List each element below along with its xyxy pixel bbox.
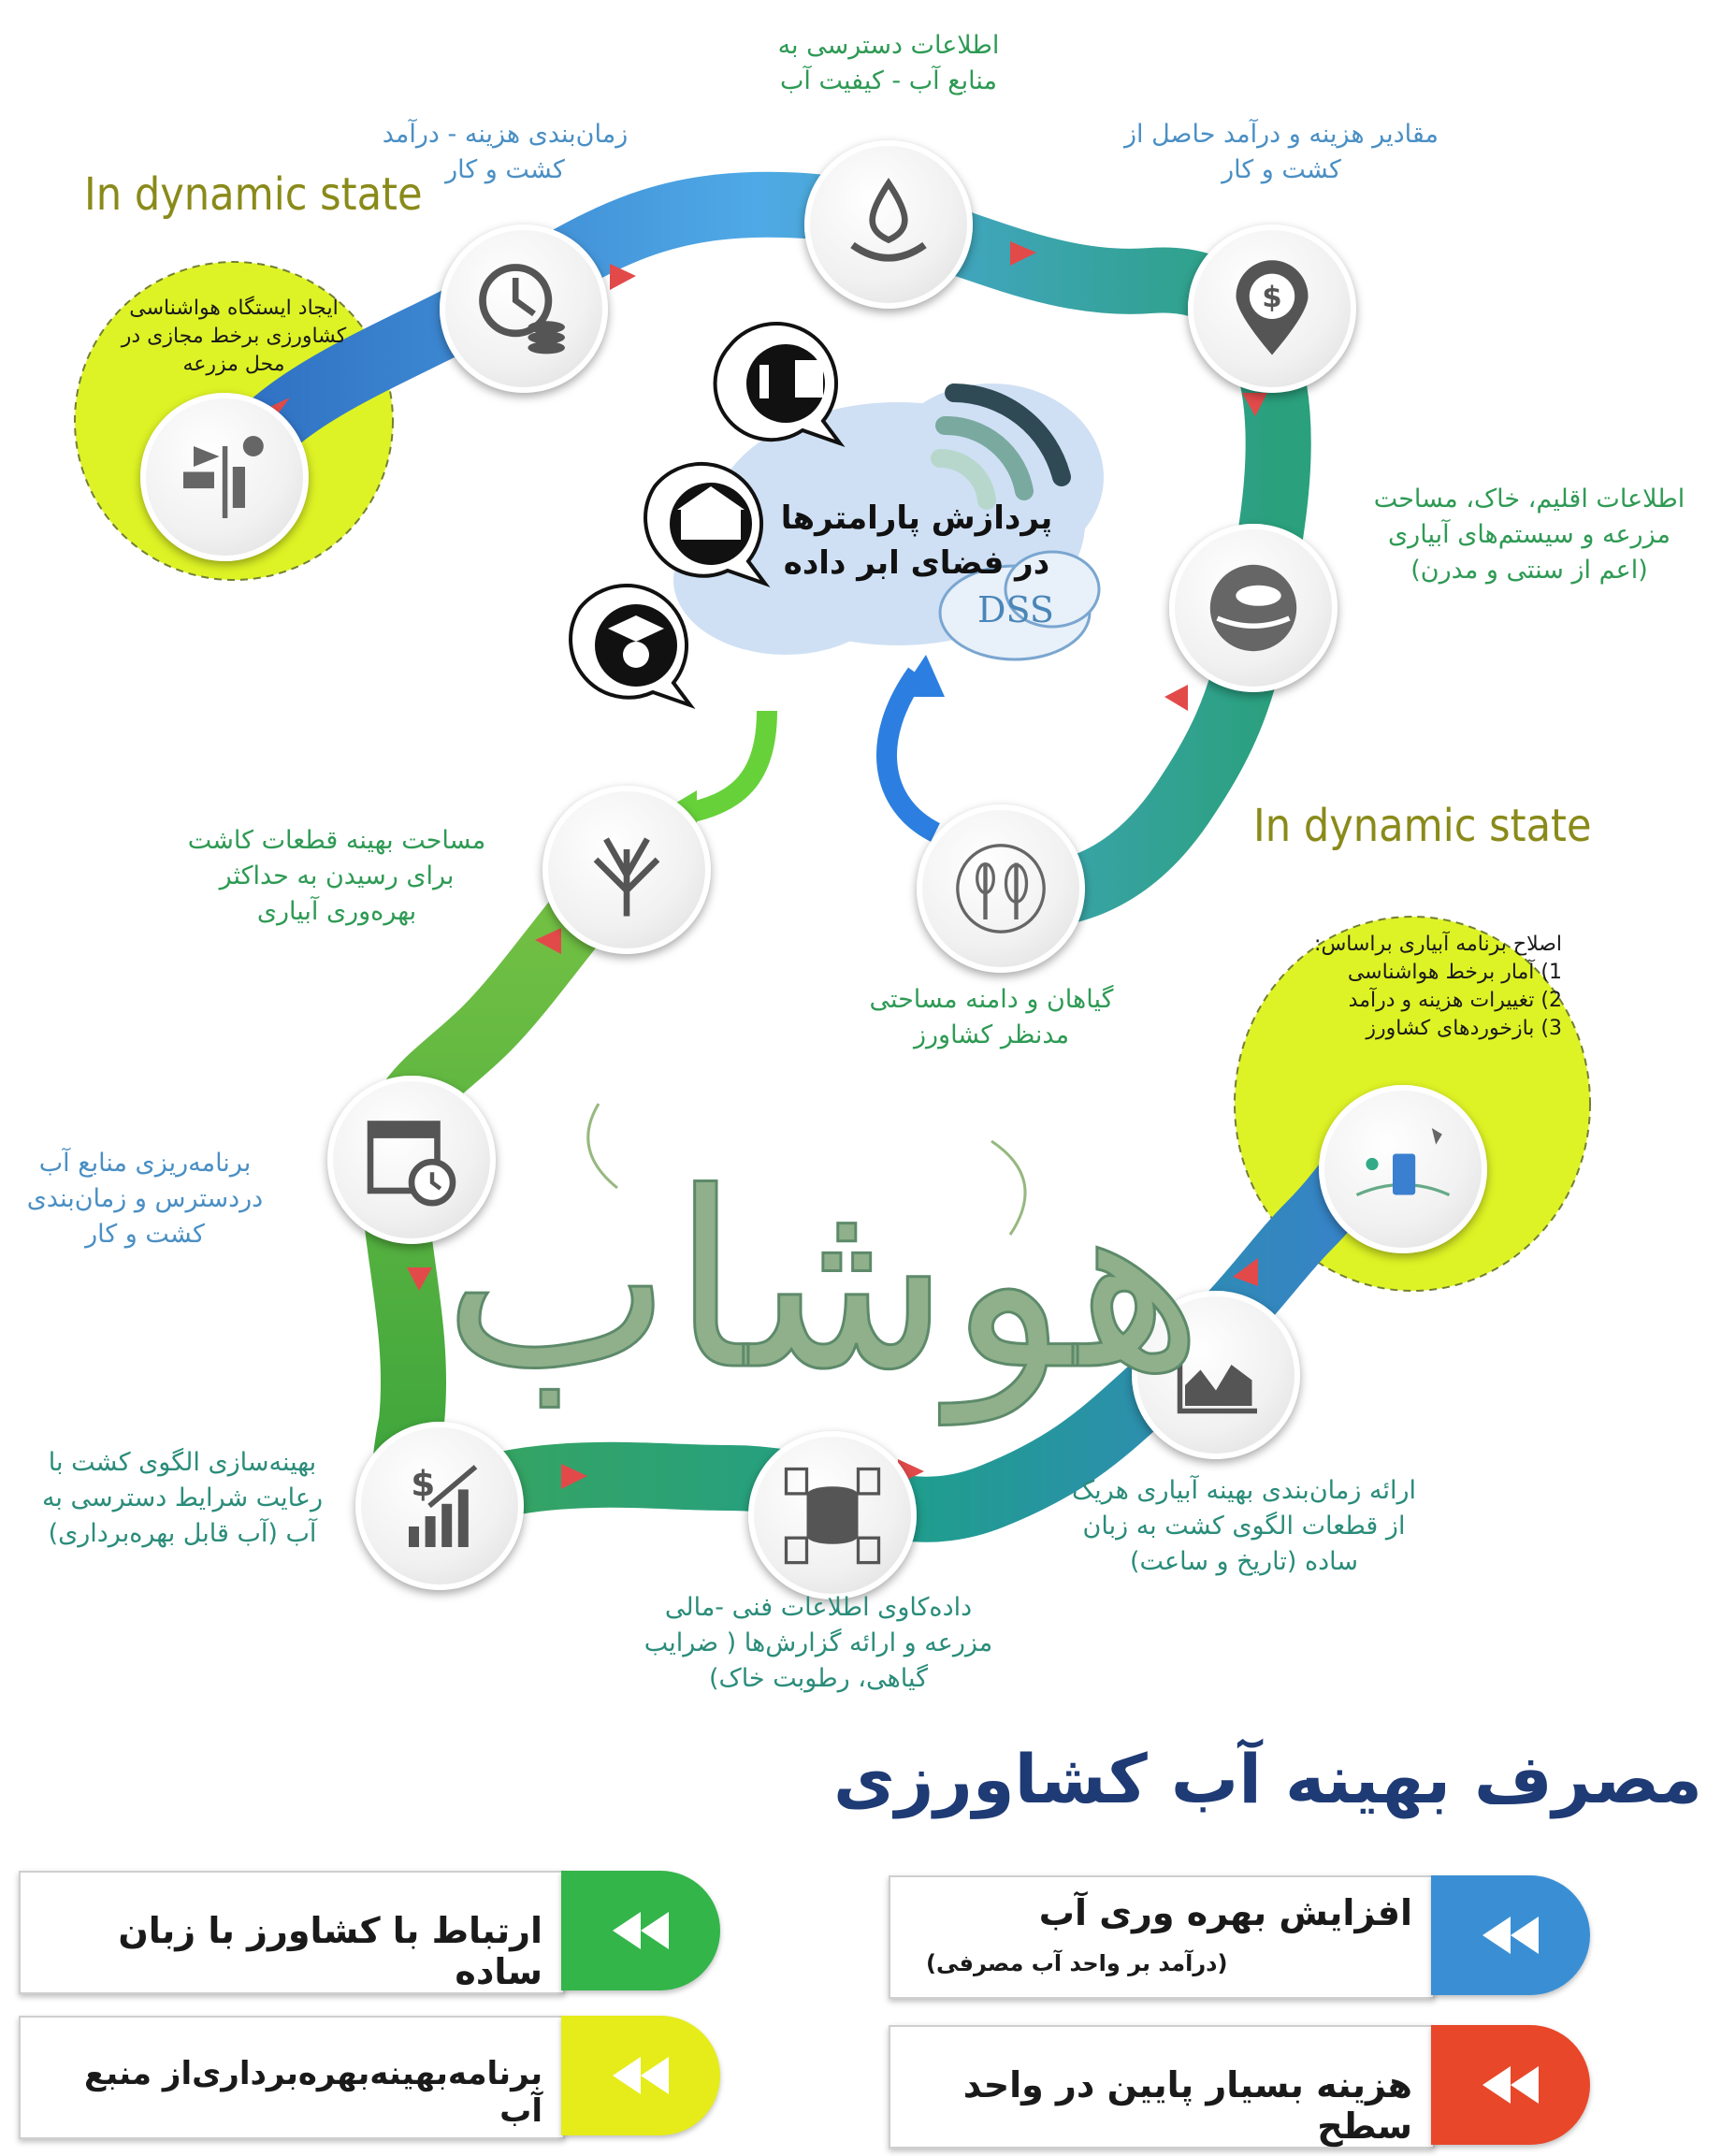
farmer-bubble-icon bbox=[716, 324, 840, 443]
benefit-low-cost-text: هزینه بسیار پایین در واحد سطح bbox=[962, 2064, 1412, 2147]
weather-station-icon bbox=[173, 426, 276, 528]
benefit-simple-language-text: ارتباط با کشاورز با زبان ساده bbox=[118, 1910, 542, 1992]
benefit-productivity-sub: (درآمد بر واحد آب مصرفی) bbox=[926, 1950, 1228, 1976]
benefit-productivity bbox=[889, 1875, 1590, 1995]
svg-text:هوشاب: هوشاب bbox=[442, 1141, 1204, 1424]
benefit-simple-language bbox=[19, 1871, 720, 1990]
rewind-icon bbox=[561, 1871, 720, 1990]
cloud-line-2: در فضای ابر داده bbox=[783, 544, 1050, 582]
smart-farm-icon bbox=[1352, 1118, 1454, 1221]
water-planning-label: برنامه‌ریزی منابع آب دردسترس و زمان‌بندی کشت و کار bbox=[26, 1149, 264, 1249]
climate-soil-node[interactable] bbox=[1169, 524, 1338, 692]
dollar-pin-icon bbox=[1221, 257, 1323, 360]
benefit-low-cost bbox=[889, 2025, 1590, 2145]
dynamic-state-label-top: In dynamic state bbox=[84, 168, 423, 221]
flow-arrow bbox=[1164, 685, 1188, 711]
cost-income-node[interactable] bbox=[1188, 224, 1356, 393]
hooshab-logo bbox=[442, 991, 1204, 1440]
data-mining-label: داده‌کاوی اطلاعات فنی -مالی مزرعه و ارائه گزارش‌ها ( ضرایب گیاهی، رطوبت خاک) bbox=[644, 1593, 993, 1693]
dollar-growth-icon bbox=[388, 1454, 491, 1557]
weather-station-label: ایجاد ایستگاه هواشناسی کشاورزی برخط مجازی در محل مزرعه bbox=[121, 297, 347, 376]
rewind-icon bbox=[1431, 1875, 1590, 1995]
water-access-label: اطلاعات دسترسی به منابع آب - کیفیت آب bbox=[777, 31, 1000, 95]
dynamic-state-label-bottom: In dynamic state bbox=[1253, 800, 1592, 852]
optimal-area-label: مساحت بهینه قطعات کاشت برای رسیدن به حداکثر بهره‌وری آبیاری bbox=[187, 826, 486, 926]
plants-area-label: گیاهان و دامنه مساحتی مدنظر کشاورز bbox=[869, 985, 1114, 1049]
plants-area-node[interactable] bbox=[917, 804, 1085, 973]
optimal-area-node[interactable] bbox=[542, 786, 711, 954]
rewind-icon bbox=[1431, 2025, 1590, 2145]
rewind-icon bbox=[561, 2016, 720, 2135]
benefit-optimal-plan bbox=[19, 2016, 720, 2135]
cost-income-label: مقادیر هزینه و درآمد حاصل از کشت و کار bbox=[1123, 120, 1439, 184]
crops-icon bbox=[949, 837, 1052, 940]
svg-text:$: $ bbox=[411, 1463, 436, 1504]
weather-station-node[interactable] bbox=[140, 393, 309, 561]
pattern-optimization-node[interactable] bbox=[355, 1422, 524, 1590]
pattern-optimization-label: بهینه‌سازی الگوی کشت با رعایت شرایط دسترسی به آب (آب قابل بهره‌برداری) bbox=[41, 1448, 324, 1548]
scheduling-cost-label: زمان‌بندی هزینه - درآمد کشت و کار bbox=[382, 120, 629, 184]
database-icon bbox=[781, 1464, 884, 1567]
water-drop-hand-icon bbox=[837, 173, 940, 276]
main-title: مصرف بهینه آب کشاورزی bbox=[832, 1740, 1702, 1818]
benefit-productivity-text: افزایش بهره وری آب bbox=[1038, 1892, 1412, 1933]
irrigation-schedule-label: ارائه زمان‌بندی بهینه آبیاری هریک از قطعات الگوی کشت به زبان ساده (تاریخ و ساعت) bbox=[1072, 1476, 1416, 1576]
flow-arrow bbox=[610, 264, 636, 290]
irrigation-reform-label: اصلاح برنامه آبیاری براساس: 1) آمار برخط هواشناسی 2) تغییرات هزینه و درآمد 3) بازخوردهای کشاورز bbox=[1314, 933, 1562, 1040]
cloud-in-arrow bbox=[887, 673, 935, 832]
academic-bubble-icon bbox=[571, 586, 690, 705]
data-mining-node[interactable] bbox=[748, 1431, 917, 1599]
weather-land-icon bbox=[1202, 557, 1305, 659]
dss-label: DSS bbox=[977, 589, 1054, 630]
scheduling-cost-node[interactable] bbox=[440, 224, 608, 393]
cloud-line-1: پردازش پارامترها bbox=[780, 499, 1053, 537]
svg-text:$: $ bbox=[1262, 280, 1282, 314]
irrigation-reform-node[interactable] bbox=[1319, 1085, 1487, 1253]
cloud-caption bbox=[767, 496, 1066, 586]
wheat-plant-icon bbox=[575, 818, 678, 921]
water-access-node[interactable] bbox=[804, 140, 973, 309]
benefit-optimal-plan-text: برنامه‌بهینه‌بهره‌برداری‌از منبع آب bbox=[84, 2055, 542, 2130]
climate-soil-label: اطلاعات اقلیم، خاک، مساحت مزرعه و سیستم‌های آبیاری (اعم از سنتی و مدرن) bbox=[1373, 485, 1685, 585]
clock-coins-icon bbox=[472, 257, 575, 360]
